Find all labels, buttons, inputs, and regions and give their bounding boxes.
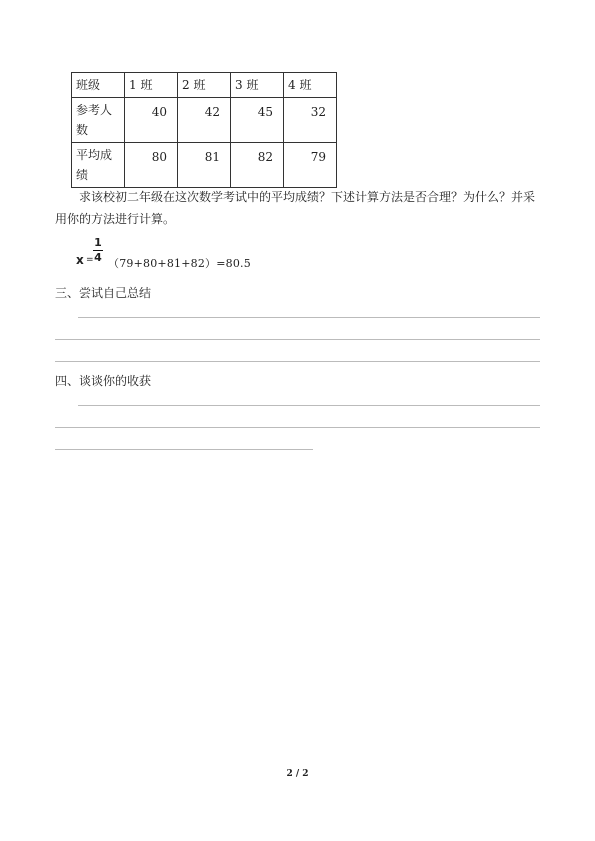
header-cell: 2 班 [178, 73, 231, 98]
formula-fraction [93, 237, 103, 264]
header-cell: 班级 [72, 73, 125, 98]
formula [76, 237, 396, 273]
row-label: 平均成绩 [72, 143, 125, 188]
row-label: 参考人数 [72, 98, 125, 143]
table-cell: 40 [125, 98, 178, 143]
fraction-denominator: 4 [94, 251, 102, 264]
table-cell: 45 [231, 98, 284, 143]
formula-expression: （79+80+81+82）=80.5 [108, 257, 251, 270]
table-cell: 80 [125, 143, 178, 188]
header-cell: 1 班 [125, 73, 178, 98]
table-cell: 79 [284, 143, 337, 188]
formula-xbar: x [76, 253, 84, 267]
table-cell: 82 [231, 143, 284, 188]
answer-line [78, 317, 540, 318]
table-row [72, 98, 337, 143]
header-cell: 3 班 [231, 73, 284, 98]
answer-line [55, 427, 540, 428]
score-table [71, 72, 337, 188]
answer-line [55, 449, 313, 450]
header-cell: 4 班 [284, 73, 337, 98]
answer-line [78, 405, 540, 406]
answer-line [55, 361, 540, 362]
table-row [72, 143, 337, 188]
answer-line [55, 339, 540, 340]
section-heading-reflection: 四、谈谈你的收获 [55, 374, 152, 388]
table-cell: 81 [178, 143, 231, 188]
fraction-numerator: 1 [94, 236, 102, 249]
table-cell: 32 [284, 98, 337, 143]
formula-equals: = [86, 255, 94, 265]
table-header-row [72, 73, 337, 98]
table-cell: 42 [178, 98, 231, 143]
section-heading-summary: 三、尝试自己总结 [55, 286, 152, 300]
page-number: 2 / 2 [286, 769, 309, 779]
question-text: 求该校初二年级在这次数学考试中的平均成绩？下述计算方法是否合理？为什么？并采用你的方法进行计算。 [55, 190, 536, 226]
